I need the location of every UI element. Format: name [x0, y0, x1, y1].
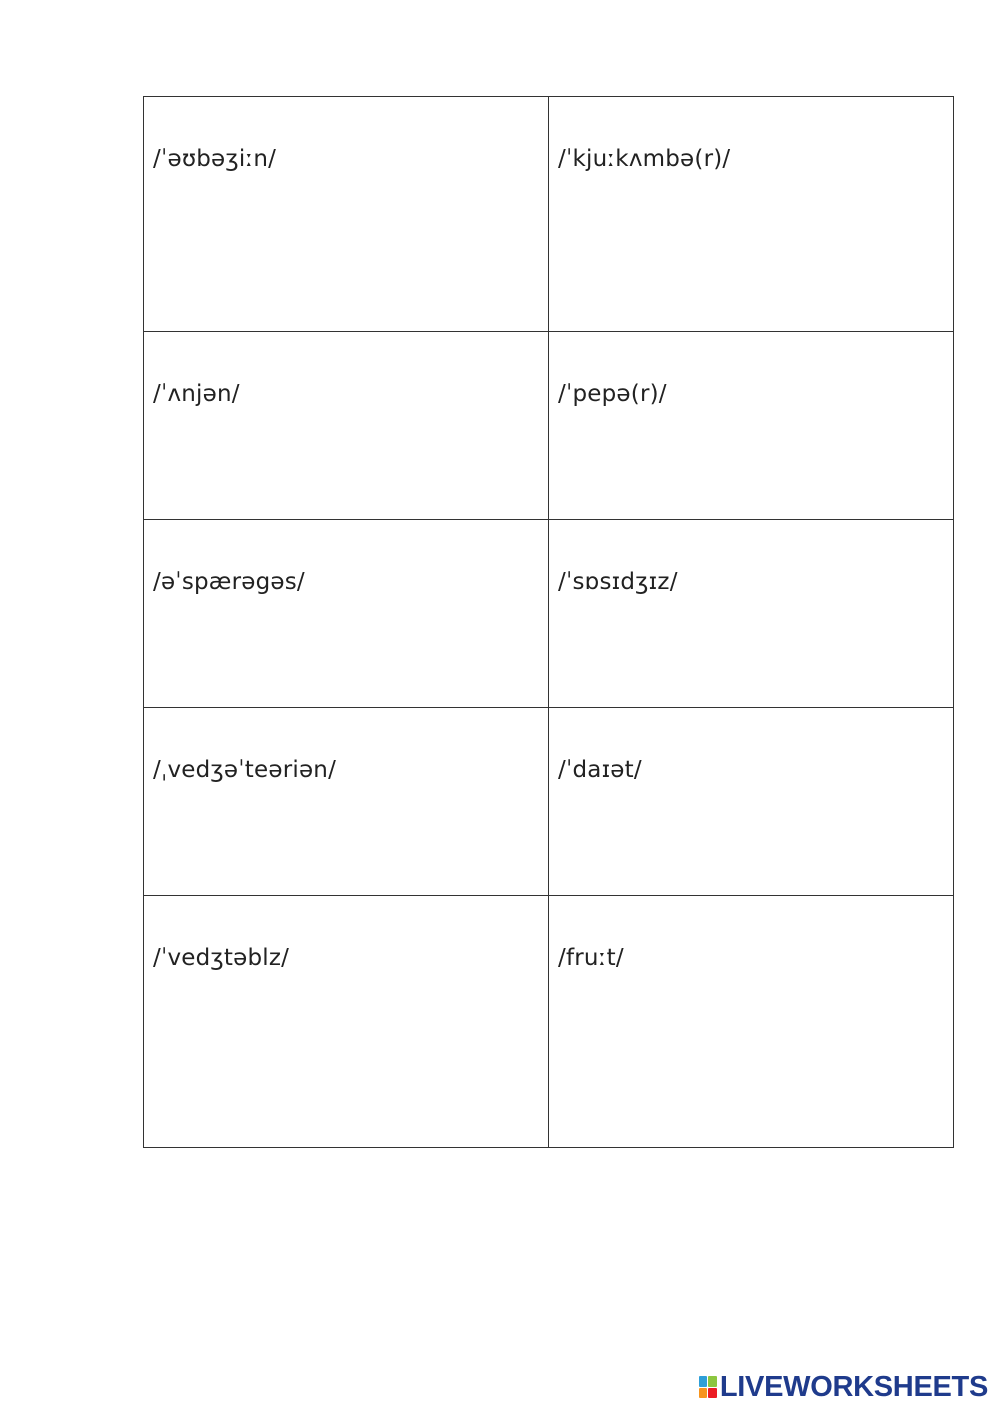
phonetic-text: /ˈsɒsɪdʒɪz/ [558, 569, 678, 595]
phonetic-table [143, 96, 954, 1148]
table-cell [144, 332, 549, 520]
phonetic-text: /ˈkjuːkʌmbə(r)/ [558, 146, 731, 172]
table-cell [144, 520, 549, 708]
phonetic-text: /ˈdaɪət/ [558, 757, 642, 783]
logo-square-icon [708, 1376, 717, 1387]
logo-square-icon [699, 1388, 708, 1399]
table-cell [549, 896, 954, 1148]
phonetic-text: /ˌvedʒəˈteəriən/ [153, 757, 337, 783]
phonetic-text: /ˈpepə(r)/ [558, 381, 667, 407]
logo-text: LIVEWORKSHEETS [719, 1371, 988, 1403]
logo-square-icon [699, 1376, 708, 1387]
table-cell [549, 97, 954, 332]
table-row [144, 708, 954, 896]
table-row [144, 332, 954, 520]
table-cell [144, 708, 549, 896]
liveworksheets-logo [699, 1372, 988, 1402]
table-cell [549, 332, 954, 520]
table-cell [144, 97, 549, 332]
phonetic-text: /əˈspærəgəs/ [153, 569, 305, 595]
logo-square-icon [708, 1388, 717, 1399]
table-row [144, 896, 954, 1148]
table-cell [549, 520, 954, 708]
table-cell [144, 896, 549, 1148]
table-cell [549, 708, 954, 896]
phonetic-text: /ˈʌnjən/ [153, 381, 240, 407]
phonetic-text: /ˈvedʒtəblz/ [153, 945, 290, 971]
table-row [144, 520, 954, 708]
table-row [144, 97, 954, 332]
logo-mark-icon [699, 1376, 717, 1398]
phonetic-text: /ˈəʊbəʒiːn/ [153, 146, 277, 172]
phonetic-text: /fruːt/ [558, 945, 624, 971]
